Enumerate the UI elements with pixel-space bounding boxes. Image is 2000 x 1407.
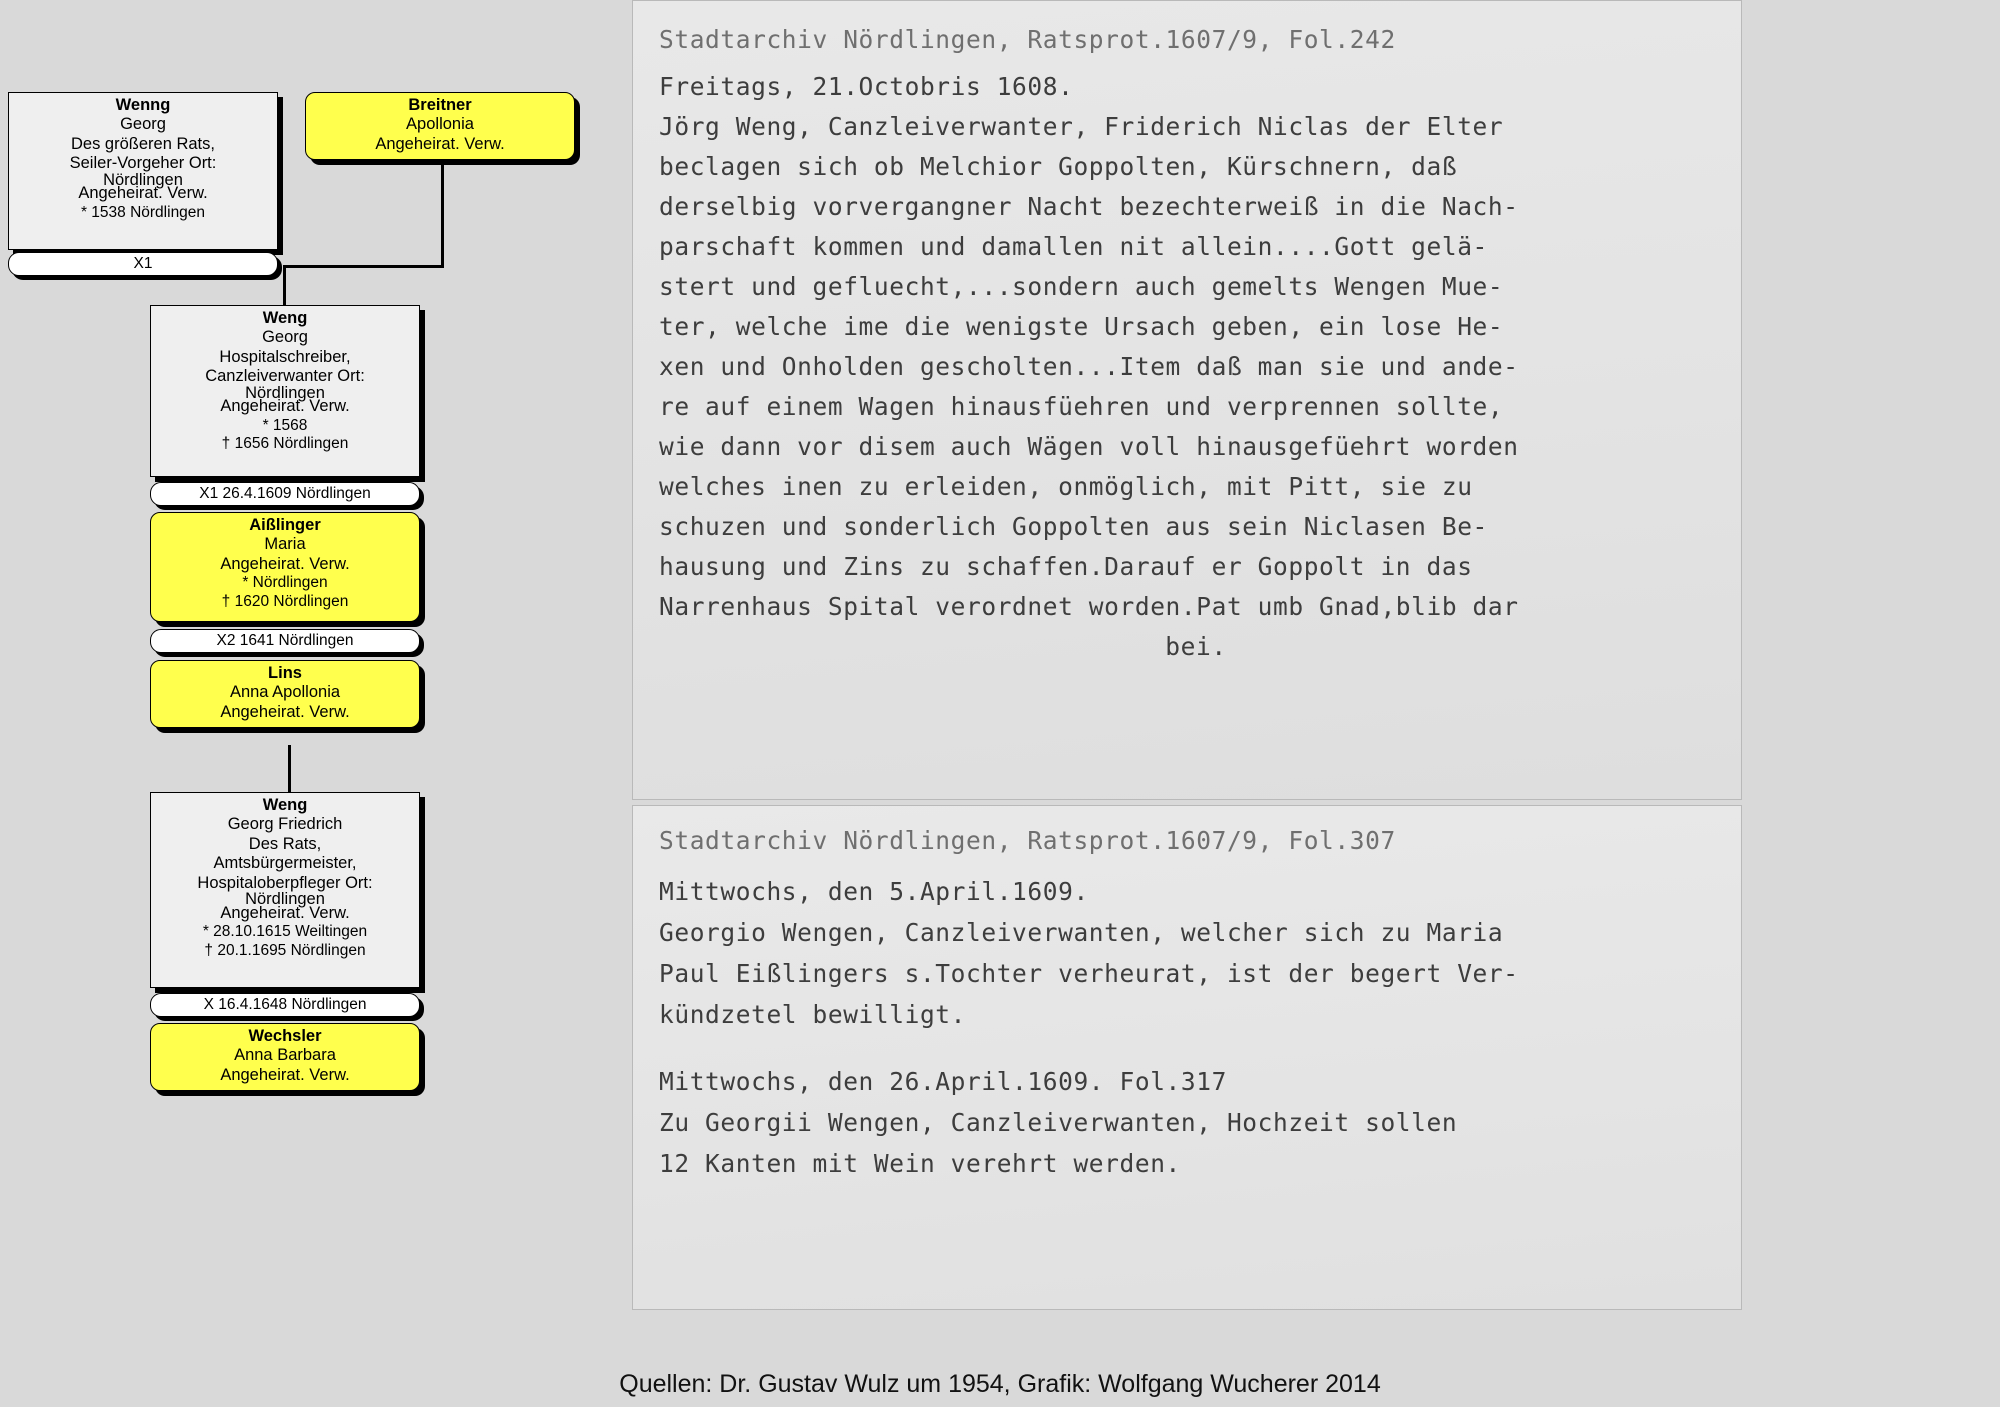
connector-breitner-down	[441, 160, 444, 268]
connector-wenng-breitner-horizontal	[283, 265, 443, 268]
person-surname: Wechsler	[248, 1027, 322, 1045]
scan2-block2-line-2: Zu Georgii Wengen, Canzleiverwanten, Hochzeit sollen	[659, 1108, 1458, 1137]
scan2-block1-line-4: kündzetel bewilligt.	[659, 1000, 967, 1029]
scan1-header: Stadtarchiv Nördlingen, Ratsprot.1607/9, Fol.242	[659, 25, 1396, 54]
person-role-3: Hospitaloberpfleger Ort:	[197, 873, 373, 892]
person-birth: * 1538 Nördlingen	[80, 203, 206, 221]
person-role-1: Hospitalschreiber,	[219, 347, 351, 366]
person-birth: * 1568	[262, 416, 308, 434]
scan1-line-14: Narrenhaus Spital verordnet worden.Pat umb Gnad,blib dar	[659, 592, 1519, 621]
scan1-line-6: stert und gefluecht,...sondern auch gemelts Wengen Mue-	[659, 272, 1504, 301]
person-surname: Weng	[262, 796, 308, 814]
person-role-2: Seiler-Vorgeher Ort:	[69, 154, 217, 173]
person-role-2: Amtsbürgermeister,	[213, 854, 357, 873]
scan1-line-4: derselbig vorvergangner Nacht bezechterweiß in die Nach-	[659, 192, 1519, 221]
person-death: † 1656 Nördlingen	[221, 435, 349, 453]
scan1-line-2: Jörg Weng, Canzleiverwanter, Friderich Niclas der Elter	[659, 112, 1504, 141]
person-status: Angeheirat. Verw.	[78, 184, 208, 203]
person-role-1: Des Rats,	[248, 834, 322, 853]
scan1-line-3: beclagen sich ob Melchior Goppolten, Kürschnern, daß	[659, 152, 1458, 181]
person-card-aisslinger-maria[interactable]	[150, 512, 420, 622]
connector-x1-down	[283, 265, 286, 307]
person-card-wenng-georg[interactable]	[8, 92, 278, 250]
person-place: Nördlingen	[103, 170, 183, 189]
scan1-line-11: welches inen zu erleiden, onmöglich, mit Pitt, sie zu	[659, 472, 1473, 501]
person-death: † 1620 Nördlingen	[221, 592, 349, 610]
person-card-weng-georg[interactable]	[150, 305, 420, 477]
marriage-band-1[interactable]	[8, 252, 278, 276]
scan1-line-12: schuzen und sonderlich Goppolten aus sein Niclasen Be-	[659, 512, 1488, 541]
person-given-name: Apollonia	[406, 115, 474, 134]
person-surname: Lins	[268, 664, 302, 682]
person-surname: Aißlinger	[249, 516, 321, 534]
person-birth: * Nördlingen	[242, 574, 328, 592]
scan1-line-9: re auf einem Wagen hinausfüehren und verprennen sollte,	[659, 392, 1504, 421]
person-surname: Wenng	[115, 96, 171, 114]
person-card-lins-anna-apollonia[interactable]	[150, 660, 420, 728]
person-status: Angeheirat. Verw.	[220, 702, 350, 721]
archive-scan-fol-307	[632, 805, 1742, 1310]
person-given-name: Maria	[264, 535, 306, 554]
marriage-label: X1	[133, 255, 153, 272]
scan1-last-line: bei.	[1165, 632, 1227, 661]
person-birth: * 28.10.1615 Weiltingen	[202, 923, 368, 941]
marriage-band-4[interactable]	[150, 993, 420, 1017]
person-role-1: Des größeren Rats,	[71, 134, 215, 153]
person-status: Angeheirat. Verw.	[220, 397, 350, 416]
person-card-breitner-apollonia[interactable]	[305, 92, 575, 160]
archive-scan-fol-242	[632, 0, 1742, 800]
person-given-name: Anna Barbara	[234, 1046, 336, 1065]
marriage-band-2[interactable]	[150, 482, 420, 506]
person-card-weng-georg-friedrich[interactable]	[150, 792, 420, 988]
marriage-label: X2 1641 Nördlingen	[216, 632, 354, 649]
scan1-line-5: parschaft kommen und damallen nit allein....Gott gelä-	[659, 232, 1488, 261]
source-credit: Quellen: Dr. Gustav Wulz um 1954, Grafik: Wolfgang Wucherer 2014	[619, 1370, 1381, 1398]
person-death: † 20.1.1695 Nördlingen	[204, 941, 366, 959]
person-place: Nördlingen	[245, 383, 325, 402]
person-status: Angeheirat. Verw.	[220, 554, 350, 573]
scan2-block1-line-1: Mittwochs, den 5.April.1609.	[659, 877, 1089, 906]
person-given-name: Georg	[120, 115, 166, 134]
marriage-label: X1 26.4.1609 Nördlingen	[199, 485, 371, 502]
scan2-block2-line-1: Mittwochs, den 26.April.1609. Fol.317	[659, 1067, 1227, 1096]
scan1-line-13: hausung und Zins zu schaffen.Darauf er Goppolt in das	[659, 552, 1473, 581]
scan1-line-8: xen und Onholden gescholten...Item daß man sie und ande-	[659, 352, 1519, 381]
person-status: Angeheirat. Verw.	[220, 1065, 350, 1084]
scan1-line-1: Freitags, 21.Octobris 1608.	[659, 72, 1074, 101]
person-status: Angeheirat. Verw.	[220, 903, 350, 922]
scan2-paragraph-gap	[651, 1041, 1741, 1067]
person-surname: Weng	[262, 309, 308, 327]
genealogy-tree	[0, 0, 620, 1180]
person-surname: Breitner	[408, 96, 472, 114]
marriage-label: X 16.4.1648 Nördlingen	[203, 996, 367, 1013]
scan2-header: Stadtarchiv Nördlingen, Ratsprot.1607/9, Fol.307	[659, 826, 1396, 855]
person-place: Nördlingen	[245, 890, 325, 909]
person-card-wechsler-anna-barbara[interactable]	[150, 1023, 420, 1091]
scan2-block1-line-2: Georgio Wengen, Canzleiverwanten, welcher sich zu Maria	[659, 918, 1504, 947]
person-given-name: Georg Friedrich	[227, 815, 343, 834]
person-given-name: Anna Apollonia	[229, 683, 341, 702]
scan1-line-7: ter, welche ime die wenigste Ursach geben, ein lose He-	[659, 312, 1504, 341]
person-given-name: Georg	[262, 328, 308, 347]
scan1-line-10: wie dann vor disem auch Wägen voll hinausgefüehrt worden	[659, 432, 1519, 461]
scan2-block1-line-3: Paul Eißlingers s.Tochter verheurat, ist der begert Ver-	[659, 959, 1519, 988]
person-status: Angeheirat. Verw.	[375, 134, 505, 153]
marriage-band-3[interactable]	[150, 629, 420, 653]
person-role-2: Canzleiverwanter Ort:	[205, 367, 365, 386]
scan2-block2-line-3: 12 Kanten mit Wein verehrt werden.	[659, 1149, 1181, 1178]
